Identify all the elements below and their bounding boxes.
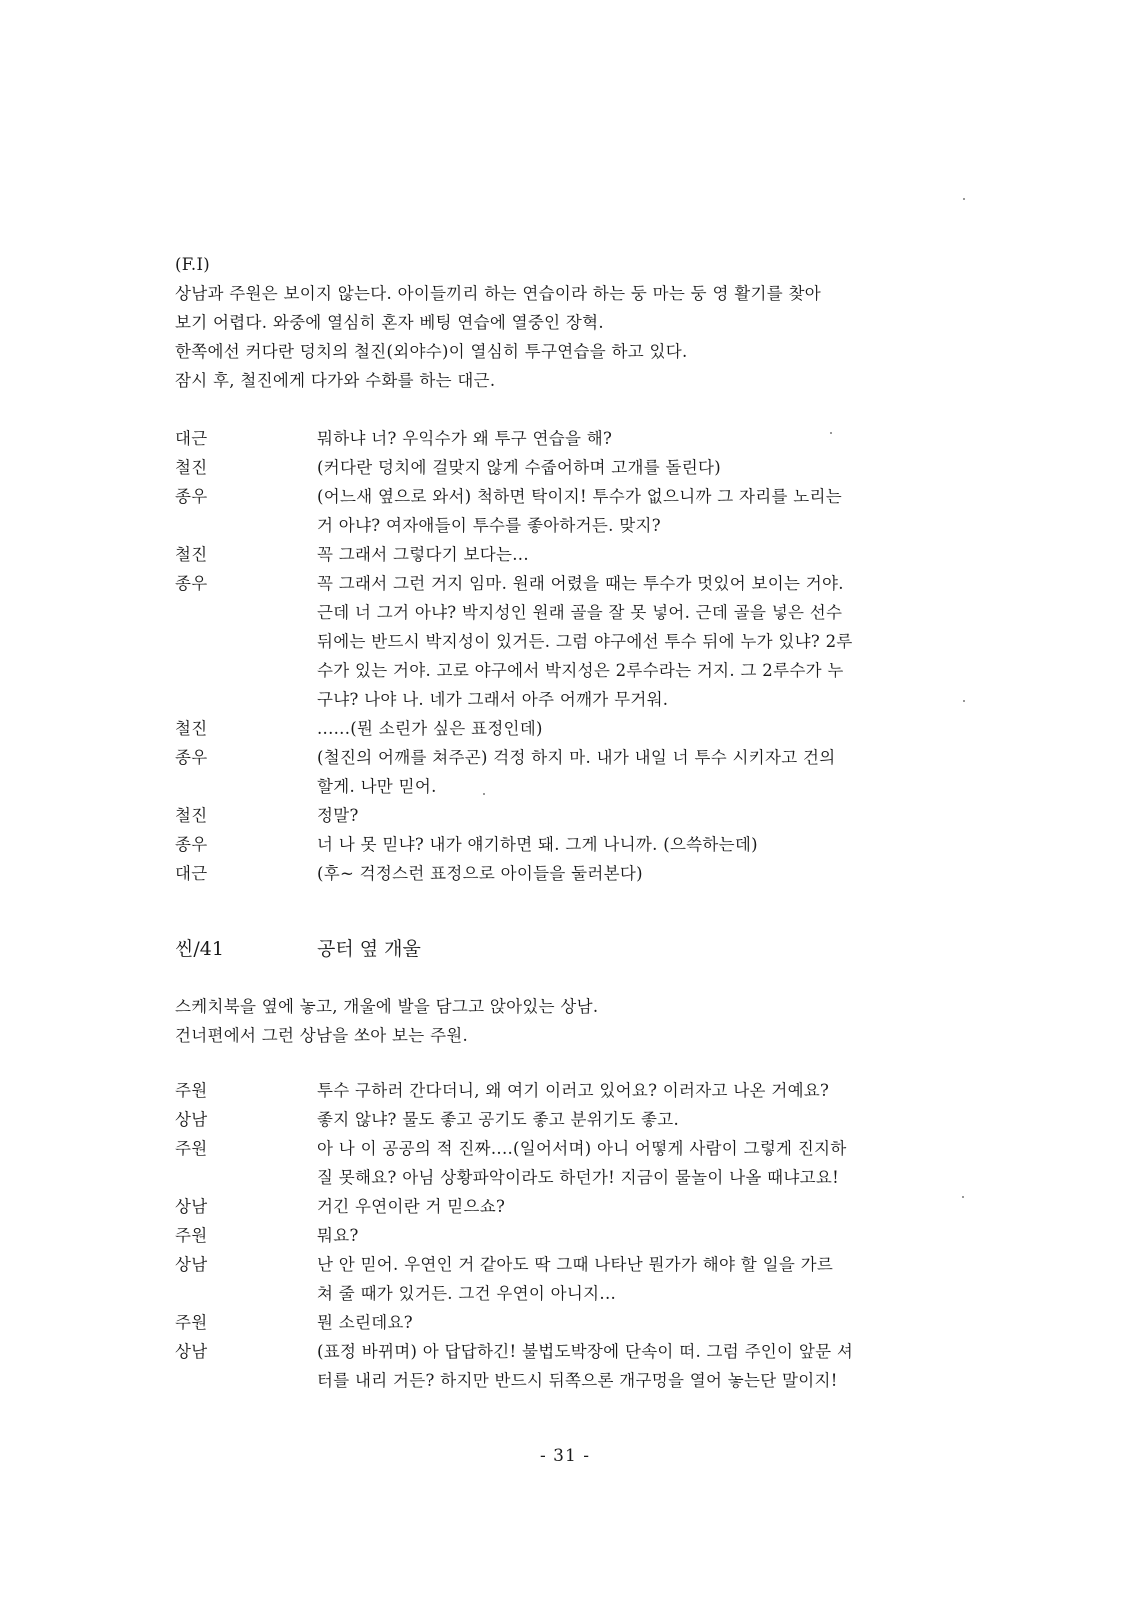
scene-desc-line: 건너편에서 그런 상남을 쏘아 보는 주원. (175, 1026, 469, 1045)
speech (317, 1076, 955, 1105)
dialogue-row (175, 830, 955, 859)
speaker-name: 주원 (175, 1226, 208, 1245)
dialogue-row (175, 482, 955, 540)
dialogue-row (175, 453, 955, 482)
scan-speck (963, 198, 965, 200)
speaker-name: 종우 (175, 574, 208, 593)
speech-line: 아 나 이 공공의 적 진짜....(일어서며) 아니 어떻게 사람이 그렇게 진지하 (317, 1139, 847, 1158)
speech-line: 투수 구하러 간다더니, 왜 여기 이러고 있어요? 이러자고 나온 거예요? (317, 1081, 830, 1100)
dialogue-row (175, 801, 955, 830)
dialogue-block-1 (175, 424, 955, 888)
speech-line: 뭐요? (317, 1226, 359, 1245)
speech-line: (어느새 옆으로 와서) 척하면 탁이지! 투수가 없으니까 그 자리를 노리는 (317, 487, 843, 506)
speech-line: (표정 바뀌며) 아 답답하긴! 불법도박장에 단속이 떠. 그럼 주인이 앞문 셔 (317, 1342, 854, 1361)
speech-line: 뭐하냐 너? 우익수가 왜 투구 연습을 해? (317, 429, 613, 448)
dialogue-row (175, 1308, 955, 1337)
speech (317, 424, 955, 453)
speech-line: 쳐 줄 때가 있거든. 그건 우연이 아니지... (317, 1284, 617, 1303)
speaker-name: 철진 (175, 719, 208, 738)
intro-line: 잠시 후, 철진에게 다가와 수화를 하는 대근. (175, 371, 496, 390)
speech (317, 801, 955, 830)
speech (317, 1308, 955, 1337)
scan-speck (962, 1196, 964, 1198)
scene-number: 씬/41 (175, 938, 224, 960)
speaker-name: 대근 (175, 864, 208, 883)
speech-line: 터를 내리 거든? 하지만 반드시 뒤쪽으론 개구멍을 열어 놓는단 말이지! (317, 1371, 838, 1390)
dialogue-row (175, 1337, 955, 1395)
dialogue-row (175, 714, 955, 743)
speech-line: 난 안 믿어. 우연인 거 같아도 딱 그때 나타난 뭔가가 해야 할 일을 가르 (317, 1255, 834, 1274)
dialogue-block-2 (175, 1076, 955, 1395)
dialogue-row (175, 424, 955, 453)
speaker-name: 종우 (175, 487, 208, 506)
speaker-name: 주원 (175, 1313, 208, 1332)
scene-desc-line: 스케치북을 옆에 놓고, 개울에 발을 담그고 앉아있는 상남. (175, 997, 599, 1016)
speech-line: 정말? (317, 806, 359, 825)
dialogue-row (175, 1105, 955, 1134)
speech-line: 거 아냐? 여자애들이 투수를 좋아하거든. 맞지? (317, 516, 661, 535)
speech-line: (후~ 걱정스런 표정으로 아이들을 둘러본다) (317, 864, 643, 883)
speech (317, 1134, 955, 1192)
speech (317, 453, 955, 482)
speech (317, 1221, 955, 1250)
speaker-name: 상남 (175, 1255, 208, 1274)
speech (317, 859, 955, 888)
scene-heading (175, 934, 955, 964)
speech-line: 할게. 나만 믿어. (317, 777, 437, 796)
speech-line: 근데 너 그거 아냐? 박지성인 원래 골을 잘 못 넣어. 근데 골을 넣은 선수 (317, 603, 843, 622)
speech-line: 수가 있는 거야. 고로 야구에서 박지성은 2루수라는 거지. 그 2루수가 누 (317, 661, 844, 680)
speaker-name: 상남 (175, 1110, 208, 1129)
speech-line: 뒤에는 반드시 박지성이 있거든. 그럼 야구에선 투수 뒤에 누가 있냐? 2루 (317, 632, 853, 651)
scene-location: 공터 옆 개울 (317, 938, 421, 960)
speaker-name: 상남 (175, 1197, 208, 1216)
dialogue-row (175, 1076, 955, 1105)
page-number: - 31 - (540, 1446, 590, 1466)
speaker-name: 주원 (175, 1081, 208, 1100)
fade-in-heading: (F.I) (175, 255, 211, 274)
dialogue-row (175, 569, 955, 714)
speech (317, 540, 955, 569)
speech (317, 569, 955, 714)
speech-line: (철진의 어깨를 쳐주곤) 걱정 하지 마. 내가 내일 너 투수 시키자고 건의 (317, 748, 836, 767)
intro-line: 한쪽에선 커다란 덩치의 철진(외야수)이 열심히 투구연습을 하고 있다. (175, 342, 688, 361)
speech (317, 743, 955, 801)
speaker-name: 대근 (175, 429, 208, 448)
speech-line: 너 나 못 믿냐? 내가 얘기하면 돼. 그게 나니까. (으쓱하는데) (317, 835, 758, 854)
intro-block (175, 250, 955, 395)
scan-speck (963, 700, 965, 702)
dialogue-row (175, 1221, 955, 1250)
speaker-name: 상남 (175, 1342, 208, 1361)
speaker-name: 종우 (175, 748, 208, 767)
speech (317, 1192, 955, 1221)
speech-line: 좋지 않냐? 물도 좋고 공기도 좋고 분위기도 좋고. (317, 1110, 680, 1129)
speech (317, 1105, 955, 1134)
intro-line: 상남과 주원은 보이지 않는다. 아이들끼리 하는 연습이라 하는 둥 마는 둥 영 활기를 찾아 (175, 284, 821, 303)
speaker-name: 철진 (175, 545, 208, 564)
speech (317, 1250, 955, 1308)
speech (317, 830, 955, 859)
dialogue-row (175, 540, 955, 569)
scene-description (175, 992, 955, 1050)
speech (317, 1337, 955, 1395)
speech-line: (커다란 덩치에 걸맞지 않게 수줍어하며 고개를 돌린다) (317, 458, 722, 477)
speaker-name: 종우 (175, 835, 208, 854)
speech-line: 뭔 소린데요? (317, 1313, 413, 1332)
speech-line: 거긴 우연이란 거 믿으쇼? (317, 1197, 506, 1216)
speech-line: 꼭 그래서 그렇다기 보다는... (317, 545, 529, 564)
speech-line: ......(뭔 소린가 싶은 표정인데) (317, 719, 543, 738)
speech-line: 질 못해요? 아님 상황파악이라도 하던가! 지금이 물놀이 나올 때냐고요! (317, 1168, 840, 1187)
speech (317, 482, 955, 540)
speech (317, 714, 955, 743)
dialogue-row (175, 743, 955, 801)
speaker-name: 주원 (175, 1139, 208, 1158)
dialogue-row (175, 1192, 955, 1221)
dialogue-row (175, 1250, 955, 1308)
speaker-name: 철진 (175, 806, 208, 825)
speaker-name: 철진 (175, 458, 208, 477)
speech-line: 구냐? 나야 나. 네가 그래서 아주 어깨가 무거워. (317, 690, 669, 709)
speech-line: 꼭 그래서 그런 거지 임마. 원래 어렸을 때는 투수가 멋있어 보이는 거야. (317, 574, 844, 593)
dialogue-row (175, 1134, 955, 1192)
dialogue-row (175, 859, 955, 888)
intro-line: 보기 어렵다. 와중에 열심히 혼자 베팅 연습에 열중인 장혁. (175, 313, 604, 332)
